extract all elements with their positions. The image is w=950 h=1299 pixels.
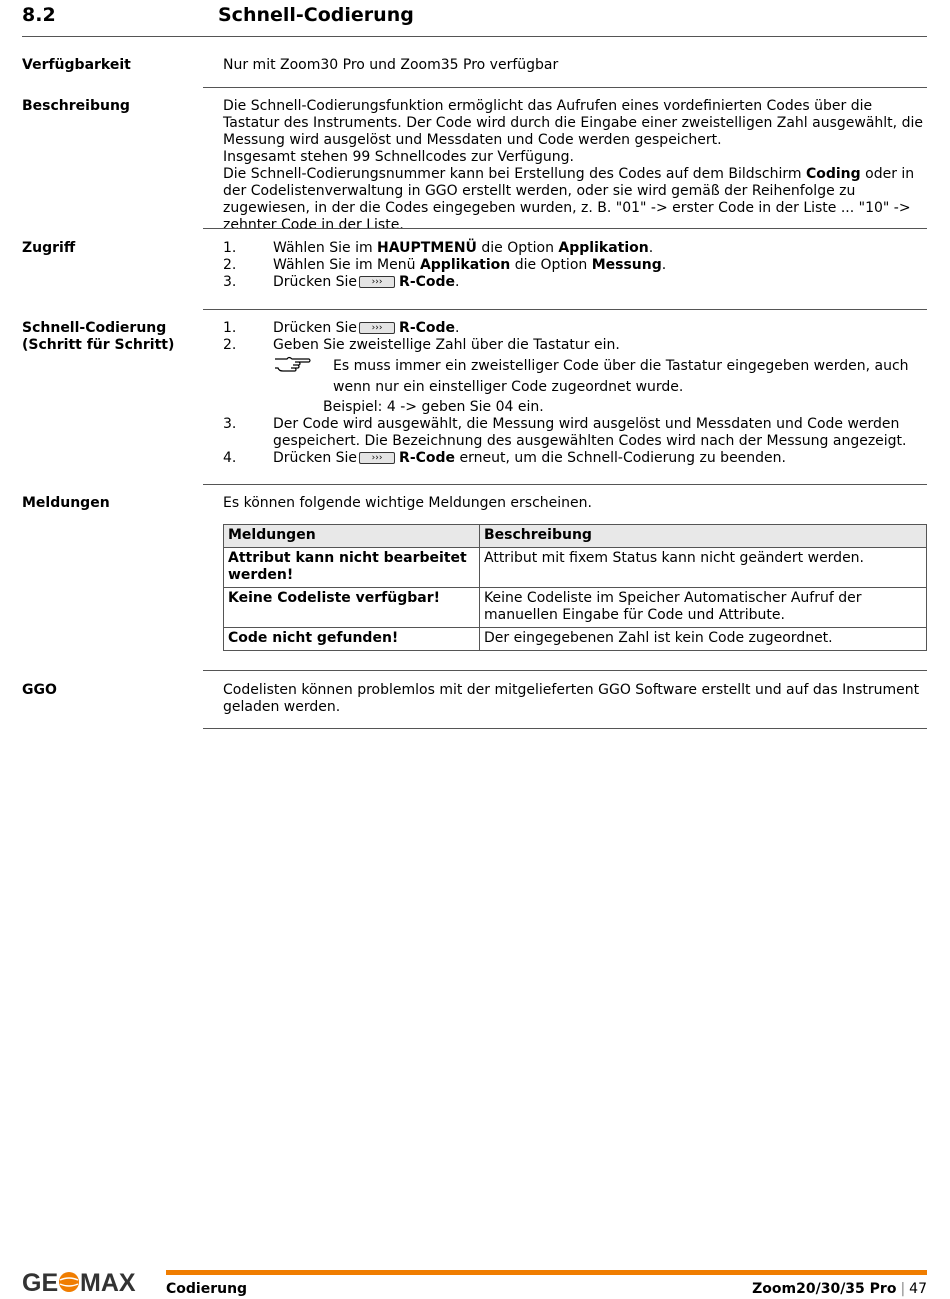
menu-name: Applikation bbox=[419, 257, 511, 273]
softkey-icon: ››› bbox=[359, 276, 395, 288]
example-text: Beispiel: 4 -> geben Sie 04 ein. bbox=[323, 399, 544, 415]
meldungen-intro: Es können folgende wichtige Meldungen erscheinen. bbox=[223, 495, 592, 511]
note-text: Es muss immer ein zweistelliger Code über die Tastatur eingegeben werden, auch wenn nur ein einstelliger Code zugeordnet wurde. bbox=[333, 358, 909, 395]
label-line: Schnell-Codierung bbox=[22, 320, 167, 336]
beschreibung-text bbox=[223, 98, 927, 234]
label-verfuegbarkeit: Verfügbarkeit bbox=[22, 57, 131, 73]
label-ggo: GGO bbox=[22, 682, 57, 698]
label-schnell-codierung bbox=[22, 320, 197, 354]
step-item bbox=[223, 240, 927, 257]
description-cell: Der eingegebenen Zahl ist kein Code zugeordnet. bbox=[480, 628, 927, 651]
option-name: Messung bbox=[591, 257, 662, 273]
label-zugriff: Zugriff bbox=[22, 240, 76, 256]
text-span: Wählen Sie im bbox=[273, 240, 378, 256]
divider bbox=[203, 484, 927, 485]
footer-accent-bar bbox=[166, 1270, 927, 1275]
table-row bbox=[224, 588, 927, 628]
message-cell: Keine Codeliste verfügbar! bbox=[224, 588, 480, 628]
step-number: 4. bbox=[223, 450, 237, 466]
menu-name: HAUPTMENÜ bbox=[377, 240, 477, 256]
message-cell: Attribut kann nicht bearbeitet werden! bbox=[224, 548, 480, 588]
divider bbox=[203, 309, 927, 310]
description-cell: Attribut mit fixem Status kann nicht geändert werden. bbox=[480, 548, 927, 588]
text-span: Die Schnell-Codierungsnummer kann bei Erstellung des Codes auf dem Bildschirm bbox=[223, 166, 806, 182]
text-span: erneut, um die Schnell-Codierung zu beenden. bbox=[455, 450, 786, 466]
page-number: 47 bbox=[909, 1281, 927, 1297]
step-item bbox=[223, 337, 927, 354]
divider bbox=[203, 728, 927, 729]
text-span: Drücken Sie bbox=[273, 450, 358, 466]
column-header: Meldungen bbox=[224, 525, 480, 548]
pointing-hand-icon bbox=[273, 354, 313, 374]
text-span: oder in der Codelistenverwaltung in GGO erstellt werden, oder sie wird gemäß der Reihenfolge zu zugewiesen, in der die Codes eingegeben wurden, z. B. "01" -> erster Code in der Liste ... "10" -> zehnter Code in der Liste. bbox=[223, 166, 915, 233]
ggo-text: Codelisten können problemlos mit der mitgelieferten GGO Software erstellt und auf das Instrument geladen werden. bbox=[223, 682, 920, 715]
step-number: 1. bbox=[223, 240, 237, 256]
key-name: R-Code bbox=[399, 274, 456, 290]
label-line: (Schritt für Schritt) bbox=[22, 337, 175, 353]
text-span: Drücken Sie bbox=[273, 320, 358, 336]
description-cell: Keine Codeliste im Speicher Automatischer Aufruf der manuellen Eingabe für Code und Attribute. bbox=[480, 588, 927, 628]
step-number: 2. bbox=[223, 257, 237, 273]
label-meldungen: Meldungen bbox=[22, 495, 110, 511]
text-span: die Option bbox=[476, 240, 559, 256]
svg-text:MAX: MAX bbox=[80, 1269, 136, 1296]
text-span: . bbox=[661, 257, 667, 273]
text-span: Wählen Sie im Menü bbox=[273, 257, 420, 273]
footer-page-info bbox=[752, 1281, 927, 1298]
text-span: Drücken Sie bbox=[273, 274, 358, 290]
text-span: . bbox=[648, 240, 654, 256]
divider bbox=[203, 87, 927, 88]
zugriff-steps bbox=[223, 240, 927, 291]
softkey-icon: ››› bbox=[359, 322, 395, 334]
divider bbox=[203, 670, 927, 671]
text-span: . bbox=[455, 320, 460, 336]
table-row bbox=[224, 628, 927, 651]
step-item bbox=[223, 257, 927, 274]
beschreibung-line2: Insgesamt stehen 99 Schnellcodes zur Verfügung. bbox=[223, 149, 575, 165]
footer-chapter: Codierung bbox=[166, 1281, 248, 1297]
key-name: R-Code bbox=[399, 320, 456, 336]
footer-product: Zoom20/30/35 Pro bbox=[752, 1281, 897, 1297]
divider bbox=[22, 36, 927, 37]
key-name: R-Code bbox=[399, 450, 456, 466]
geomax-logo bbox=[22, 1268, 152, 1296]
beschreibung-line1: Die Schnell-Codierungsfunktion ermöglicht das Aufrufen eines vordefinierten Codes über die Tastatur des Instruments. Der Code wird durch die Eingabe einer zweistelligen Zahl ausgewählt, die Messung wird ausgelöst und Messdaten und Code werden gespeichert. bbox=[223, 98, 923, 148]
step-item bbox=[223, 320, 927, 337]
step-item bbox=[223, 416, 927, 450]
note-block bbox=[223, 356, 927, 398]
messages-table bbox=[223, 524, 927, 651]
schnell-steps bbox=[223, 320, 927, 467]
verfuegbarkeit-text: Nur mit Zoom30 Pro und Zoom35 Pro verfügbar bbox=[223, 57, 559, 73]
screen-name-coding: Coding bbox=[805, 166, 861, 182]
svg-text:GE: GE bbox=[22, 1269, 59, 1296]
message-cell: Code nicht gefunden! bbox=[224, 628, 480, 651]
table-header-row bbox=[224, 525, 927, 548]
label-beschreibung: Beschreibung bbox=[22, 98, 130, 114]
text-span: die Option bbox=[510, 257, 592, 273]
column-header: Beschreibung bbox=[480, 525, 927, 548]
step-number: 2. bbox=[223, 337, 237, 353]
beschreibung-line3 bbox=[223, 166, 927, 234]
footer-separator: | bbox=[900, 1281, 906, 1297]
meldungen-content bbox=[223, 495, 927, 651]
table-row bbox=[224, 548, 927, 588]
text-span: . bbox=[455, 274, 460, 290]
step-text: Geben Sie zweistellige Zahl über die Tastatur ein. bbox=[273, 337, 620, 353]
step-text: Der Code wird ausgewählt, die Messung wird ausgelöst und Messdaten und Code werden gespeichert. Die Bezeichnung des ausgewählten Codes wird nach der Messung angezeigt. bbox=[273, 416, 907, 449]
step-number: 3. bbox=[223, 274, 237, 290]
step-item bbox=[223, 450, 927, 467]
option-name: Applikation bbox=[558, 240, 649, 256]
section-title: Schnell-Codierung bbox=[218, 4, 414, 26]
divider bbox=[203, 228, 927, 229]
step-number: 3. bbox=[223, 416, 237, 432]
step-item bbox=[223, 274, 927, 291]
step-number: 1. bbox=[223, 320, 237, 336]
softkey-icon: ››› bbox=[359, 452, 395, 464]
section-number: 8.2 bbox=[22, 4, 56, 26]
